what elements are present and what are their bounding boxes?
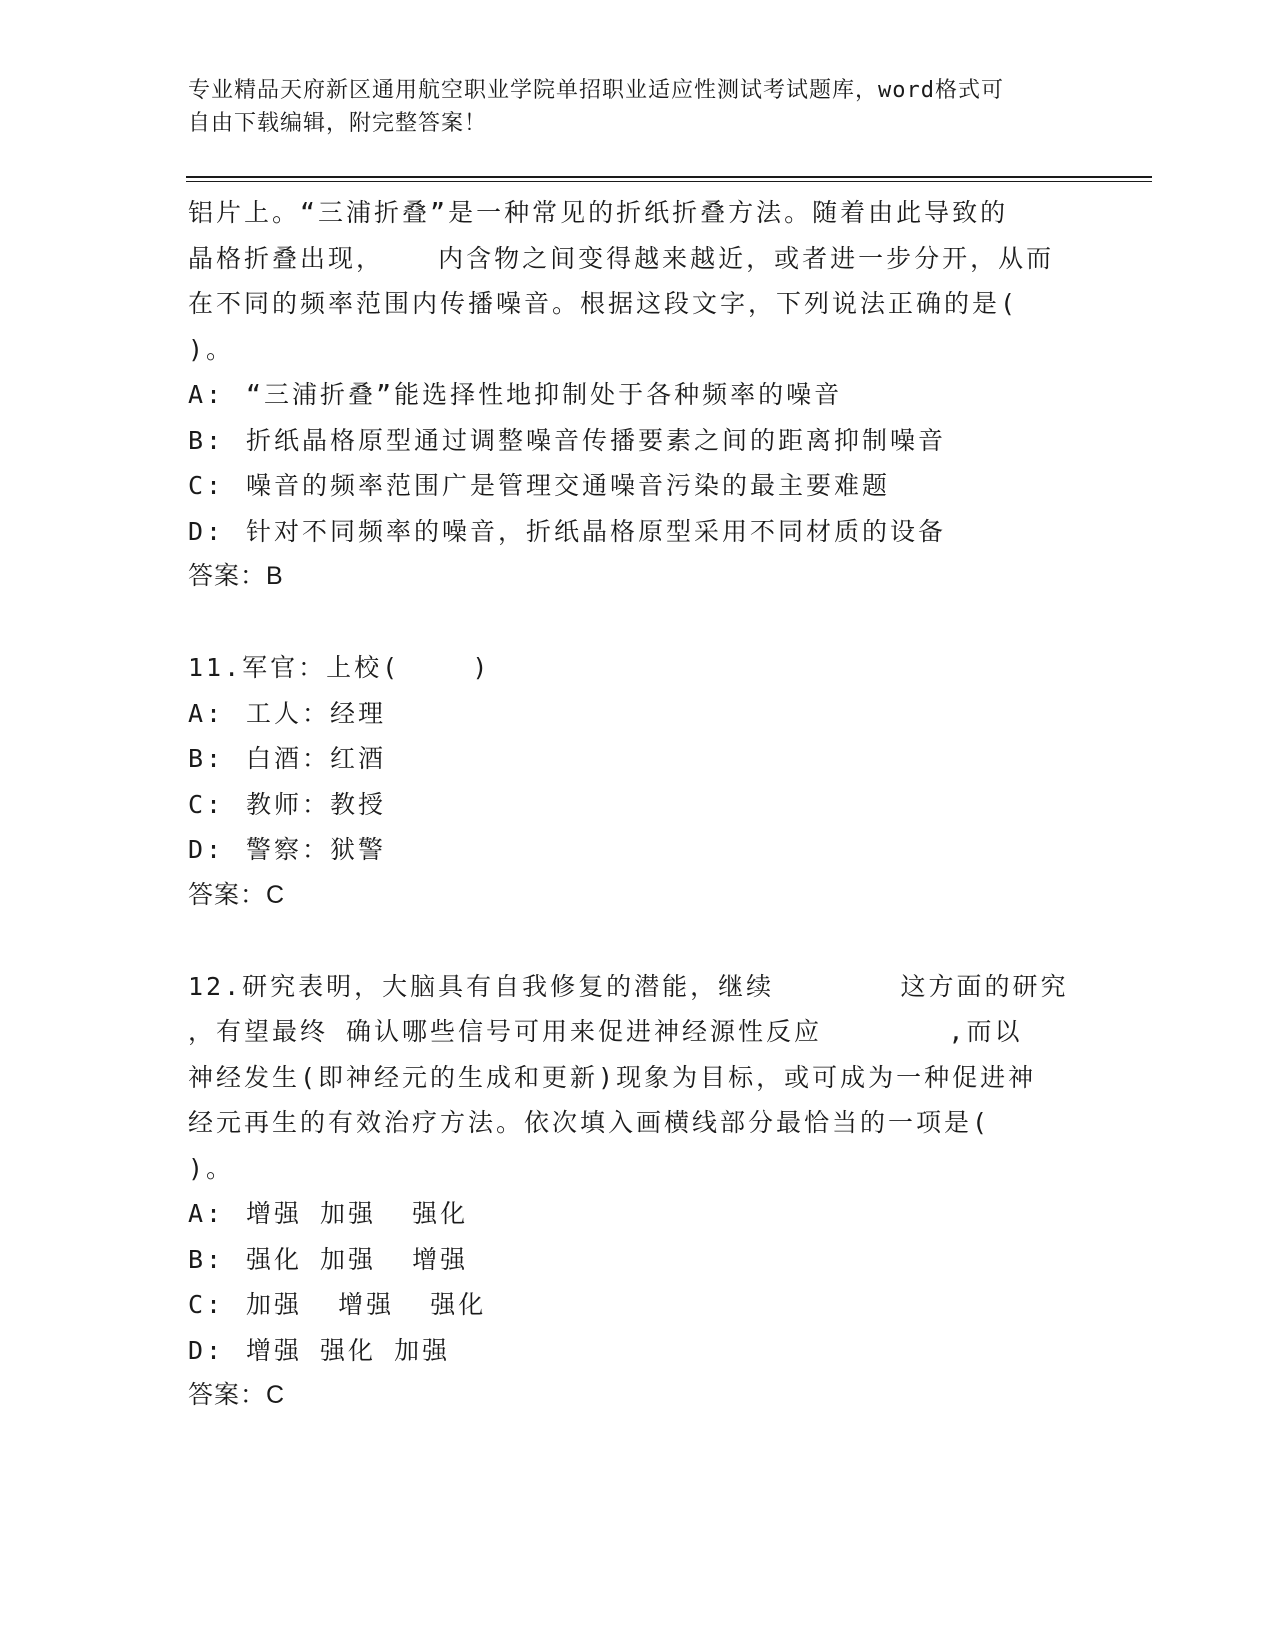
header-divider-thick [186,176,1152,178]
header-line-2: 自由下载编辑，附完整答案！ [188,111,488,136]
option-letter: A: [188,1199,225,1228]
document-body [188,190,1088,1419]
question-11 [188,645,1088,918]
option-letter: B: [188,425,225,455]
option-d [188,1328,1088,1374]
option-letter: D: [188,1335,225,1365]
option-a [188,1191,1088,1237]
option-letter: D: [188,516,225,546]
option-letter: A: [188,698,225,728]
option-text: 折纸晶格原型通过调整噪音传播要素之间的距离抑制噪音 [246,425,947,455]
option-text: 噪音的频率范围广是管理交通噪音污染的最主要难题 [246,471,891,500]
spacer [188,600,1088,646]
question-stem-line: 晶格折叠出现， 内含物之间变得越来越近，或者进一步分开，从而 [188,243,1055,273]
question-stem-line: 12.研究表明，大脑具有自我修复的潜能，继续 这方面的研究 [188,971,1069,1001]
option-text: 白酒：红酒 [246,744,387,773]
option-text: 增强 加强 强化 [246,1199,469,1228]
option-text: 强化 加强 增强 [246,1244,469,1274]
question-stem-line: 经元再生的有效治疗方法。依次填入画横线部分最恰当的一项是( [188,1108,991,1137]
option-c [188,1282,1088,1328]
option-d [188,509,1088,555]
question-10 [188,190,1088,600]
answer-line: 答案：B [188,562,284,590]
option-text: 针对不同频率的噪音，折纸晶格原型采用不同材质的设备 [246,516,947,546]
question-stem-line: 神经发生(即神经元的生成和更新)现象为目标，或可成为一种促进神 [188,1062,1037,1092]
option-letter: B: [188,744,225,773]
question-12 [188,964,1088,1419]
question-stem-line: 在不同的频率范围内传播噪音。根据这段文字，下列说法正确的是( [188,289,1019,318]
option-letter: C: [188,471,225,500]
document-header [188,74,1068,140]
option-b [188,1237,1088,1283]
header-divider-thin [186,181,1152,182]
option-letter: A: [188,380,225,409]
option-letter: D: [188,835,225,864]
option-a [188,372,1088,418]
question-stem-line: )。 [188,334,235,364]
option-letter: C: [188,1290,225,1319]
option-text: 教师：教授 [246,789,387,819]
option-c [188,463,1088,509]
option-c [188,782,1088,828]
option-b [188,418,1088,464]
option-d [188,827,1088,873]
answer-line: 答案：C [188,1381,286,1409]
option-text: 工人：经理 [246,698,387,728]
option-letter: B: [188,1244,225,1274]
question-stem-line: ，有望最终 确认哪些信号可用来促进神经源性反应 ,而以 [188,1017,1023,1046]
spacer [188,918,1088,964]
option-text: 加强 增强 强化 [246,1290,487,1319]
answer-line: 答案：C [188,880,286,909]
option-b [188,736,1088,782]
question-stem-line: 铝片上。“三浦折叠”是一种常见的折纸折叠方法。随着由此导致的 [188,198,1009,227]
option-text: 增强 强化 加强 [246,1335,451,1365]
option-text: 警察：狱警 [246,835,387,864]
option-letter: C: [188,789,225,819]
question-stem-line: )。 [188,1153,235,1183]
option-a [188,691,1088,737]
question-stem-line: 11.军官：上校( ) [188,653,491,682]
option-text: “三浦折叠”能选择性地抑制处于各种频率的噪音 [246,380,843,409]
header-line-1: 专业精品天府新区通用航空职业学院单招职业适应性测试考试题库，word格式可 [188,78,1004,103]
